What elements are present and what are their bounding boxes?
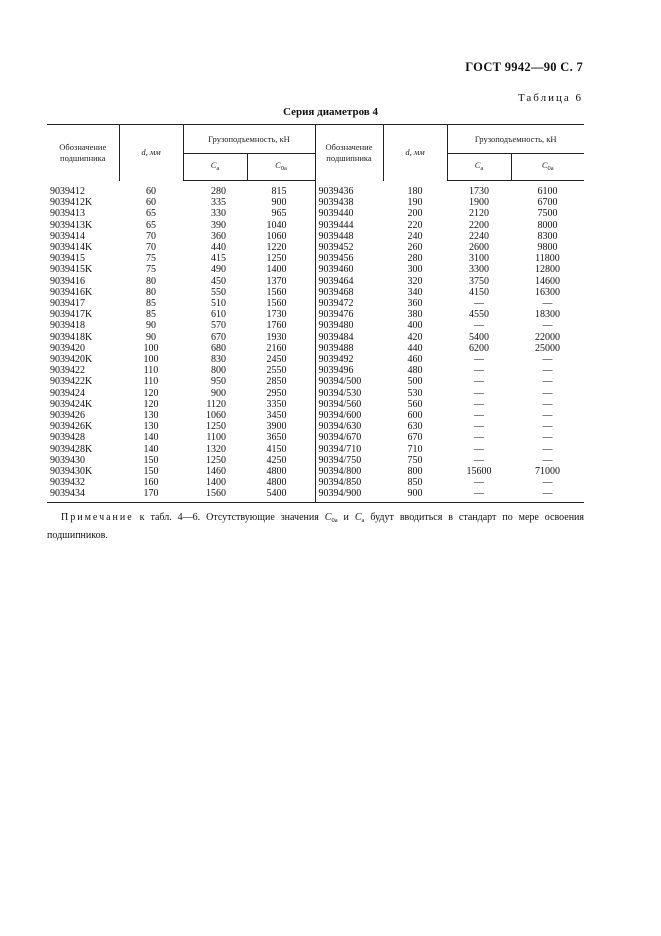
designation-cell: 9039492 [315, 354, 383, 365]
c0a-cell: 4800 [266, 477, 287, 489]
c0a-cell: 71000 [535, 466, 560, 478]
d-cell: 280 [407, 253, 423, 265]
d-cell: 240 [407, 230, 423, 242]
ca-cell: 1460 [206, 466, 226, 478]
d-cell: 160 [143, 477, 159, 489]
c0a-cell: 3350 [266, 398, 287, 410]
d-cell: 60 [146, 197, 156, 209]
table-body [47, 181, 584, 503]
c0a-cell: 1250 [266, 253, 287, 265]
d-cell: 90 [146, 331, 156, 343]
designation-cell: 9039422K [50, 376, 93, 388]
ca-cell: 1730 [469, 186, 489, 197]
ca-cell: 2200 [469, 219, 489, 231]
table-row [47, 332, 584, 343]
d-cell: 340 [407, 286, 423, 298]
d-cell: 110 [143, 376, 159, 388]
ca-cell: — [474, 432, 484, 444]
designation-cell: 9039480 [315, 320, 383, 331]
ca-cell: — [474, 410, 484, 422]
d-cell: 900 [383, 488, 447, 502]
d-cell: 100 [143, 342, 159, 354]
table-row [47, 432, 584, 443]
table-row [47, 264, 584, 275]
d-cell: 400 [407, 320, 423, 332]
c0a-cell: 6100 [537, 186, 558, 197]
page-header: ГОСТ 9942—90 С. 7 [465, 60, 583, 74]
designation-cell: 9039456 [315, 253, 383, 264]
c0a-cell: 16300 [535, 286, 560, 298]
c0a-cell: 8300 [537, 230, 558, 242]
c0a-cell: 3650 [266, 432, 287, 444]
d-cell: 110 [143, 365, 159, 377]
c0a-cell: — [542, 421, 553, 433]
ca-cell: 1060 [206, 410, 226, 422]
c0a-cell: 18300 [535, 309, 560, 321]
d-cell: 150 [143, 466, 159, 478]
table-row [47, 197, 584, 208]
ca-cell: 670 [211, 331, 226, 343]
ca-cell: 2240 [469, 230, 489, 242]
designation-cell: 9039415 [50, 253, 85, 265]
d-cell: 70 [146, 242, 156, 254]
c0a-cell: — [542, 454, 553, 466]
designation-cell: 9039424 [50, 387, 85, 399]
designation-cell: 9039430K [50, 466, 93, 478]
ca-cell: — [474, 454, 484, 466]
d-cell: 140 [143, 443, 159, 455]
designation-cell: 9039413 [50, 208, 85, 220]
designation-cell: 9039472 [315, 298, 383, 309]
d-cell: 85 [146, 298, 156, 310]
designation-cell: 9039412K [50, 197, 93, 209]
table-row [47, 309, 584, 320]
ca-cell: 570 [211, 320, 226, 332]
col-header-designation-2: Обозначение подшипника [315, 125, 383, 181]
ca-cell: — [474, 477, 484, 489]
designation-cell: 9039488 [315, 343, 383, 354]
ca-cell: 440 [211, 242, 226, 254]
table-row [47, 365, 584, 376]
ca-cell: 1900 [469, 197, 489, 209]
ca-cell: 450 [211, 275, 226, 287]
d-cell: 360 [407, 298, 423, 310]
series-title: Серия диаметров 4 [283, 106, 378, 118]
table-row [47, 220, 584, 231]
col-header-c0a-2: $C_{0a}$ [511, 154, 584, 181]
table-row [47, 343, 584, 354]
d-cell: 420 [407, 331, 423, 343]
designation-cell: 9039415K [50, 264, 93, 276]
c0a-cell: 12800 [535, 264, 560, 276]
designation-cell: 9039428 [50, 432, 85, 444]
d-cell: 75 [146, 253, 156, 265]
ca-cell: 510 [211, 298, 226, 310]
d-cell: 500 [407, 376, 423, 388]
c0a-cell: 1560 [266, 286, 287, 298]
d-cell: 130 [143, 421, 159, 433]
table-row [47, 320, 584, 331]
d-cell: 85 [146, 309, 156, 321]
designation-cell: 9039452 [315, 242, 383, 253]
c0a-cell: 1930 [266, 331, 287, 343]
ca-cell: 4150 [469, 286, 489, 298]
designation-cell: 90394/500 [315, 376, 383, 387]
d-cell: 530 [407, 387, 423, 399]
table-label: Таблица 6 [517, 92, 583, 104]
ca-cell: 2600 [469, 242, 489, 254]
designation-cell: 9039484 [315, 332, 383, 343]
c0a-cell: 1060 [266, 230, 287, 242]
ca-cell: 610 [211, 309, 226, 321]
c0a-cell: 1220 [266, 242, 287, 254]
d-cell: 80 [146, 275, 156, 287]
col-header-d-2: d, мм [383, 125, 447, 181]
table-row [47, 253, 584, 264]
ca-cell: 950 [211, 376, 226, 388]
designation-cell: 90394/530 [315, 388, 383, 399]
c0a-cell: — [542, 365, 553, 377]
designation-cell: 9039438 [315, 197, 383, 208]
ca-cell: — [474, 320, 484, 332]
c0a-cell: — [542, 354, 553, 366]
c0a-cell: 1400 [266, 264, 287, 276]
designation-cell: 9039412 [50, 185, 85, 197]
ca-cell: 2120 [469, 208, 489, 220]
d-cell: 70 [146, 230, 156, 242]
ca-cell: — [474, 354, 484, 366]
c0a-cell: 9800 [537, 242, 558, 254]
designation-cell: 90394/800 [315, 466, 383, 477]
d-cell: 130 [143, 410, 159, 422]
c0a-cell: — [542, 387, 553, 399]
designation-cell: 90394/560 [315, 399, 383, 410]
c0a-cell: 2950 [266, 387, 287, 399]
designation-cell: 9039417 [50, 298, 85, 310]
ca-cell: 415 [211, 253, 226, 265]
ca-cell: 3300 [469, 264, 489, 276]
c0a-cell: 1040 [266, 219, 287, 231]
ca-cell: — [447, 488, 511, 502]
table-row [47, 181, 584, 198]
ca-cell: 1250 [206, 421, 226, 433]
designation-cell: 9039444 [315, 220, 383, 231]
d-cell: 120 [143, 387, 159, 399]
col-header-load-capacity: Грузоподъемность, кН [183, 125, 315, 154]
table-row [47, 287, 584, 298]
ca-cell: 830 [211, 354, 226, 366]
ca-cell: 680 [211, 342, 226, 354]
designation-cell: 9039414 [50, 230, 85, 242]
ca-cell: — [474, 421, 484, 433]
designation-cell: 9039418K [50, 331, 93, 343]
c0a-cell: — [542, 376, 553, 388]
d-cell: 180 [407, 185, 423, 197]
col-header-load-capacity-2: Грузоподъемность, кН [447, 125, 584, 154]
d-cell: 220 [407, 219, 423, 231]
d-cell: 140 [143, 432, 159, 444]
col-header-designation: Обозначение подшипника [47, 125, 119, 181]
table-row [47, 444, 584, 455]
c0a-cell: — [542, 298, 553, 310]
c0a-cell: 1730 [266, 309, 287, 321]
d-cell: 60 [146, 185, 156, 197]
d-cell: 65 [146, 208, 156, 220]
d-cell: 170 [119, 488, 183, 502]
ca-cell: 3100 [469, 253, 489, 265]
table-row [47, 455, 584, 466]
d-cell: 320 [407, 275, 423, 287]
ca-cell: — [474, 398, 484, 410]
c0a-cell: 5400 [247, 488, 315, 502]
ca-cell: 360 [211, 230, 226, 242]
col-header-ca: $C_a$ [183, 154, 247, 181]
table-row [47, 388, 584, 399]
c0a-cell: 2550 [266, 365, 287, 377]
c0a-cell: — [542, 432, 553, 444]
footnote: Примечание к табл. 4—6. Отсутствующие значения $C_{0a}$ и $C_a$ будут вводиться в стандарт по мере освоения подшипников. [47, 512, 585, 541]
designation-cell: 90394/750 [315, 455, 383, 466]
designation-cell: 9039440 [315, 208, 383, 219]
c0a-cell: 14600 [535, 275, 560, 287]
table-row [47, 208, 584, 219]
c0a-cell: — [542, 320, 553, 332]
ca-cell: 4550 [469, 309, 489, 321]
ca-cell: — [474, 387, 484, 399]
note-label: Примечание [61, 512, 134, 523]
d-cell: 560 [407, 398, 423, 410]
ca-cell: 1320 [206, 443, 226, 455]
designation-cell: 9039416K [50, 286, 93, 298]
c0a-cell: — [542, 410, 553, 422]
ca-cell: 3750 [469, 275, 489, 287]
designation-cell: 90394/670 [315, 432, 383, 443]
designation-cell: 90394/850 [315, 477, 383, 488]
ca-cell: 550 [211, 286, 226, 298]
d-cell: 440 [407, 342, 423, 354]
c0a-cell: 2450 [266, 354, 287, 366]
designation-cell: 9039426K [50, 421, 93, 433]
d-cell: 200 [407, 208, 423, 220]
designation-cell: 9039428K [50, 443, 93, 455]
table-row [47, 276, 584, 287]
d-cell: 100 [143, 354, 159, 366]
table-row [47, 298, 584, 309]
d-cell: 65 [146, 219, 156, 231]
d-cell: 800 [407, 466, 423, 478]
d-cell: 750 [407, 454, 423, 466]
table-row [47, 231, 584, 242]
designation-cell: 9039420 [50, 342, 85, 354]
ca-cell: 5400 [469, 331, 489, 343]
ca-cell: — [474, 298, 484, 310]
designation-cell: 9039468 [315, 287, 383, 298]
designation-cell: 9039418 [50, 320, 85, 332]
designation-cell: 90394/710 [315, 444, 383, 455]
c0a-cell: — [542, 477, 553, 489]
d-cell: 150 [143, 454, 159, 466]
designation-cell: 9039424K [50, 398, 93, 410]
table-row [47, 477, 584, 488]
table-row [47, 421, 584, 432]
ca-cell: 900 [211, 387, 226, 399]
ca-cell: 1400 [206, 477, 226, 489]
c0a-cell: 2160 [266, 342, 287, 354]
designation-cell: 90394/630 [315, 421, 383, 432]
designation-cell: 9039476 [315, 309, 383, 320]
table-row [47, 399, 584, 410]
d-cell: 120 [143, 398, 159, 410]
designation-cell: 9039414K [50, 242, 93, 254]
ca-cell: 15600 [466, 466, 492, 478]
d-cell: 710 [407, 443, 423, 455]
designation-cell: 90394/900 [315, 488, 383, 502]
ca-cell: 335 [211, 197, 226, 209]
ca-cell: 1100 [206, 432, 226, 444]
table-row [47, 242, 584, 253]
designation-cell: 90394/600 [315, 410, 383, 421]
designation-cell: 9039413K [50, 219, 93, 231]
designation-cell: 9039434 [47, 488, 119, 502]
d-cell: 850 [407, 477, 423, 489]
c0a-cell: 3450 [266, 410, 287, 422]
c0a-cell: — [542, 443, 553, 455]
d-cell: 670 [407, 432, 423, 444]
col-header-c0a: $C_{0a}$ [247, 154, 315, 181]
ca-cell: 1120 [206, 398, 226, 410]
c0a-cell: 7500 [537, 208, 558, 220]
designation-cell: 9039460 [315, 264, 383, 275]
ca-cell: 330 [211, 208, 226, 220]
d-cell: 190 [407, 197, 423, 209]
table-row [47, 354, 584, 365]
c0a-cell: 4800 [266, 466, 287, 478]
c0a-cell: 25000 [535, 342, 560, 354]
col-header-ca-2: $C_a$ [447, 154, 511, 181]
c0a-cell: 815 [271, 186, 287, 197]
ca-cell: 1560 [183, 488, 247, 502]
c0a-cell: — [542, 398, 553, 410]
ca-cell: — [474, 443, 484, 455]
ca-cell: 490 [211, 264, 226, 276]
ca-cell: — [474, 365, 484, 377]
ca-cell: 390 [211, 219, 226, 231]
designation-cell: 9039417K [50, 309, 93, 321]
designation-cell: 9039422 [50, 365, 85, 377]
table-row [47, 466, 584, 477]
designation-cell: 9039464 [315, 276, 383, 287]
c0a-cell: 4250 [266, 454, 287, 466]
d-cell: 380 [407, 309, 423, 321]
d-cell: 480 [407, 365, 423, 377]
designation-cell: 9039416 [50, 275, 85, 287]
d-cell: 600 [407, 410, 423, 422]
c0a-cell: 2850 [266, 376, 287, 388]
c0a-cell: 1560 [266, 298, 287, 310]
d-cell: 90 [146, 320, 156, 332]
table-row [47, 376, 584, 387]
c0a-cell: 22000 [535, 331, 560, 343]
c0a-cell: 4150 [266, 443, 287, 455]
ca-cell: 1250 [206, 454, 226, 466]
d-cell: 75 [146, 264, 156, 276]
designation-cell: 9039420K [50, 354, 93, 366]
d-cell: 300 [407, 264, 423, 276]
c0a-cell: 965 [271, 208, 287, 220]
designation-cell: 9039496 [315, 365, 383, 376]
ca-cell: 6200 [469, 342, 489, 354]
designation-cell: 9039426 [50, 410, 85, 422]
c0a-cell: 900 [271, 197, 287, 209]
c0a-cell: 3900 [266, 421, 287, 433]
d-cell: 260 [407, 242, 423, 254]
c0a-cell: — [511, 488, 584, 502]
c0a-cell: 1370 [266, 275, 287, 287]
c0a-cell: 1760 [266, 320, 287, 332]
c0a-cell: 11800 [535, 253, 560, 265]
bearing-table [47, 124, 584, 503]
ca-cell: — [474, 376, 484, 388]
d-cell: 80 [146, 286, 156, 298]
ca-cell: 280 [211, 186, 226, 197]
ca-cell: 800 [211, 365, 226, 377]
d-cell: 630 [407, 421, 423, 433]
table-row [47, 410, 584, 421]
designation-cell: 9039448 [315, 231, 383, 242]
d-cell: 460 [407, 354, 423, 366]
designation-cell: 9039436 [315, 181, 383, 198]
c0a-cell: 8000 [537, 219, 558, 231]
col-header-d: d, мм [119, 125, 183, 181]
table-row [47, 488, 584, 502]
c0a-cell: 6700 [537, 197, 558, 209]
designation-cell: 9039430 [50, 454, 85, 466]
designation-cell: 9039432 [50, 477, 85, 489]
